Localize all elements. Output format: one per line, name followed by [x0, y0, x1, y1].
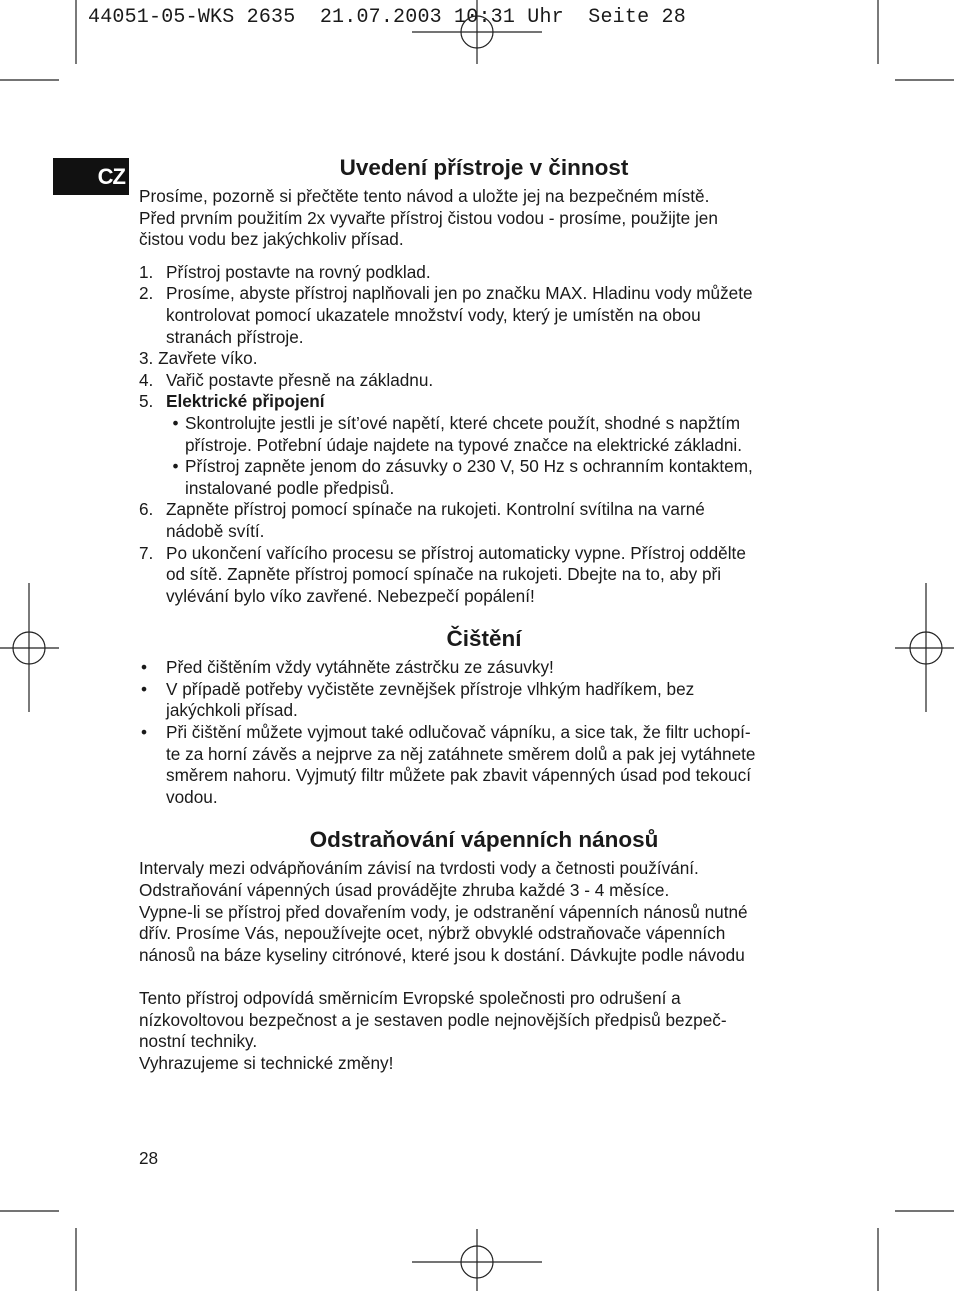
bullet-item: [139, 657, 829, 679]
step-number: 3.: [139, 348, 154, 369]
bullet-text: jakýchkoli přísad.: [166, 700, 298, 721]
bullet-text: přístroje. Potřební údaje najdete na typové značce na elektrické základni.: [185, 434, 743, 455]
body-line: Vypne-li se přístroj před dovařením vody, je odstranění vápenních nánosů nutné: [139, 901, 748, 922]
print-slug: 44051-05-WKS 2635 21.07.2003 10:31 Uhr Seite 28: [88, 6, 686, 29]
intro-line: Před prvním použitím 2x vyvařte přístroj čistou vodou - prosíme, použijte jen: [139, 207, 718, 228]
sub-bullet: [139, 456, 829, 499]
body-line: Odstraňování vápenných úsad provádějte zhruba každé 3 - 4 měsíce.: [139, 880, 670, 901]
bullet-mark: •: [172, 456, 179, 477]
step-number: 6.: [139, 499, 154, 520]
bullet-item: [139, 679, 829, 722]
language-tab: CZ: [53, 158, 129, 195]
intro-line: čistou vodu bez jakýchkoliv přísad.: [139, 229, 404, 250]
step-text: Prosíme, abyste přístroj naplňovali jen po značku MAX. Hladinu vody můžete: [166, 283, 753, 304]
body-line: nostní techniky.: [139, 1031, 258, 1052]
bullet-text: te za horní závěs a nejprve za něj zatáhnete směrem dolů a pak jej vytáhnete: [166, 743, 756, 764]
sub-bullet: [139, 413, 829, 456]
body-line: Intervaly mezi odvápňováním závisí na tvrdosti vody a četnosti používání.: [139, 858, 699, 879]
list-item: [139, 543, 829, 608]
step-text: Zapněte přístroj pomocí spínače na rukojeti. Kontrolní svítilna na varné: [166, 499, 705, 520]
bullet-text: Přístroj zapněte jenom do zásuvky o 230 V, 50 Hz s ochranním kontaktem,: [185, 456, 753, 477]
step-text: stranách přístroje.: [166, 326, 304, 347]
bullet-text: směrem nahoru. Vyjmutý filtr můžete pak zbavit vápenných úsad pod tekoucí: [166, 765, 751, 786]
page-content: [139, 150, 829, 1074]
bullet-mark: •: [141, 722, 148, 743]
list-item: [139, 348, 829, 370]
step-number: 7.: [139, 542, 154, 563]
body-line: nánosů na báze kyseliny citrónové, které jsou k dostání. Dávkujte podle návodu: [139, 944, 745, 965]
section-title-setup: Uvedení přístroje v činnost: [339, 155, 629, 180]
bullet-text: vodou.: [166, 786, 218, 807]
bullet-text: instalované podle předpisů.: [185, 477, 395, 498]
body-line: dřív. Prosíme Vás, nepoužívejte ocet, nýbrž obvyklé odstraňovače vápenních: [139, 923, 726, 944]
body-line: Vyhrazujeme si technické změny!: [139, 1052, 394, 1073]
bullet-item: [139, 722, 829, 808]
list-item: [139, 262, 829, 284]
list-item: [139, 499, 829, 542]
step-text: nádobě svítí.: [166, 520, 265, 541]
bullet-mark: •: [141, 678, 148, 699]
bullet-text: Skontrolujte jestli je sít’ové napětí, které chcete použít, shodné s napžtím: [185, 412, 741, 433]
bullet-text: V případě potřeby vyčistěte zevnějšek přístroje vlhkým hadříkem, bez: [166, 678, 695, 699]
bullet-text: Před čištěním vždy vytáhněte zástrčku ze zásuvky!: [166, 657, 554, 678]
step-text: od sítě. Zapněte přístroj pomocí spínače na rukojeti. Dbejte na to, aby při: [166, 564, 722, 585]
step-text: Po ukončení vařícího procesu se přístroj automaticky vypne. Přístroj oddělte: [166, 542, 746, 563]
list-item: [139, 283, 829, 348]
bullet-mark: •: [172, 412, 179, 433]
body-line: nízkovoltovou bezpečnost a je sestaven podle nejnovějších předpisů bezpeč-: [139, 1009, 727, 1030]
bullet-mark: •: [141, 657, 148, 678]
step-text: Vařič postavte přesně na základnu.: [166, 369, 434, 390]
step-text: vylévání bylo víko zavřené. Nebezpečí popálení!: [166, 585, 535, 606]
step-text: kontrolovat pomocí ukazatele množství vody, který je umístěn na obou: [166, 304, 701, 325]
step-number: 5.: [139, 391, 154, 412]
step-number: 2.: [139, 283, 154, 304]
list-item: [139, 370, 829, 392]
step-number: 1.: [139, 261, 154, 282]
section-title-descaling: Odstraňování vápenních nánosů: [309, 827, 659, 853]
step-number: 4.: [139, 369, 154, 390]
body-line: Tento přístroj odpovídá směrnicím Evropské společnosti pro odrušení a: [139, 988, 681, 1008]
step-label: Elektrické připojení: [166, 391, 325, 412]
step-text: Zavřete víko.: [158, 348, 258, 369]
bullet-text: Při čištění můžete vyjmout také odlučovač vápníku, a sice tak, že filtr uchopí-: [166, 722, 751, 743]
list-item: [139, 391, 829, 413]
intro-line: Prosíme, pozorně si přečtěte tento návod a uložte jej na bezpečném místě.: [139, 186, 710, 206]
step-text: Přístroj postavte na rovný podklad.: [166, 261, 431, 282]
page-number: 28: [139, 1148, 159, 1168]
section-title-cleaning: Čištění: [446, 626, 522, 652]
